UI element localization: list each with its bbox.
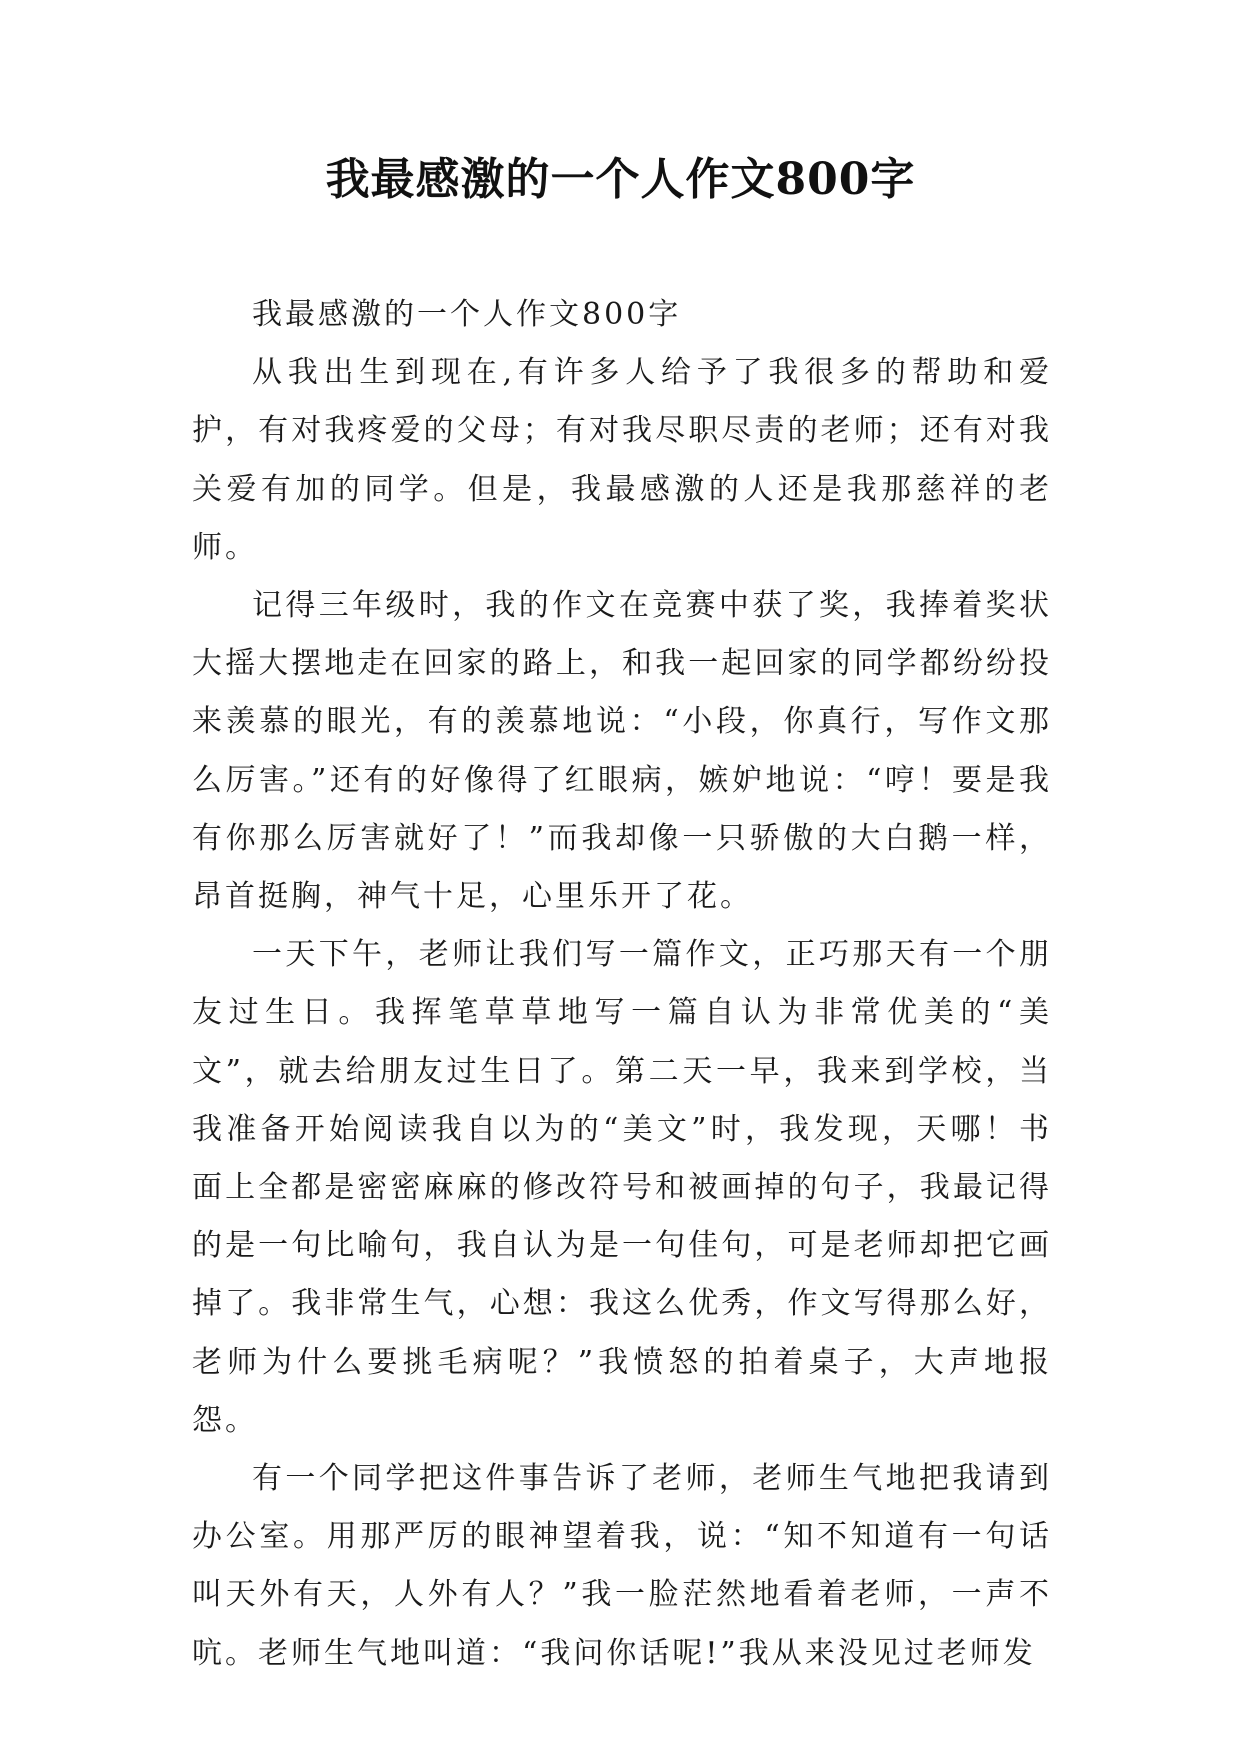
document-body	[192, 286, 1052, 1683]
paragraph: 记得三年级时，我的作文在竞赛中获了奖，我捧着奖状大摇大摆地走在回家的路上，和我一起回家的同学都纷纷投来羡慕的眼光，有的羡慕地说：“小段，你真行，写作文那么厉害。”还有的好像得了红眼病，嫉妒地说：“哼！要是我有你那么厉害就好了！”而我却像一只骄傲的大白鹅一样，昂首挺胸，神气十足，心里乐开了花。	[192, 588, 1052, 915]
paragraph: 有一个同学把这件事告诉了老师，老师生气地把我请到办公室。用那严厉的眼神望着我，说：“知不知道有一句话叫天外有天，人外有人？”我一脸茫然地看着老师，一声不吭。老师生气地叫道：“我问你话呢!”我从来没见过老师发	[192, 1461, 1052, 1671]
document-title: 我最感激的一个人作文800字	[325, 154, 916, 205]
paragraph: 从我出生到现在,有许多人给予了我很多的帮助和爱护，有对我疼爱的父母；有对我尽职尽责的老师；还有对我关爱有加的同学。但是，我最感激的人还是我那慈祥的老师。	[192, 355, 1052, 565]
paragraph-heading: 我最感激的一个人作文800字	[252, 297, 682, 332]
paragraph: 一天下午，老师让我们写一篇作文，正巧那天有一个朋友过生日。我挥笔草草地写一篇自认为非常优美的“美文”，就去给朋友过生日了。第二天一早，我来到学校，当我准备开始阅读我自以为的“美文”时，我发现，天哪！书面上全都是密密麻麻的修改符号和被画掉的句子，我最记得的是一句比喻句，我自认为是一句佳句，可是老师却把它画掉了。我非常生气，心想：我这么优秀，作文写得那么好，老师为什么要挑毛病呢？”我愤怒的拍着桌子，大声地报怨。	[192, 937, 1052, 1438]
